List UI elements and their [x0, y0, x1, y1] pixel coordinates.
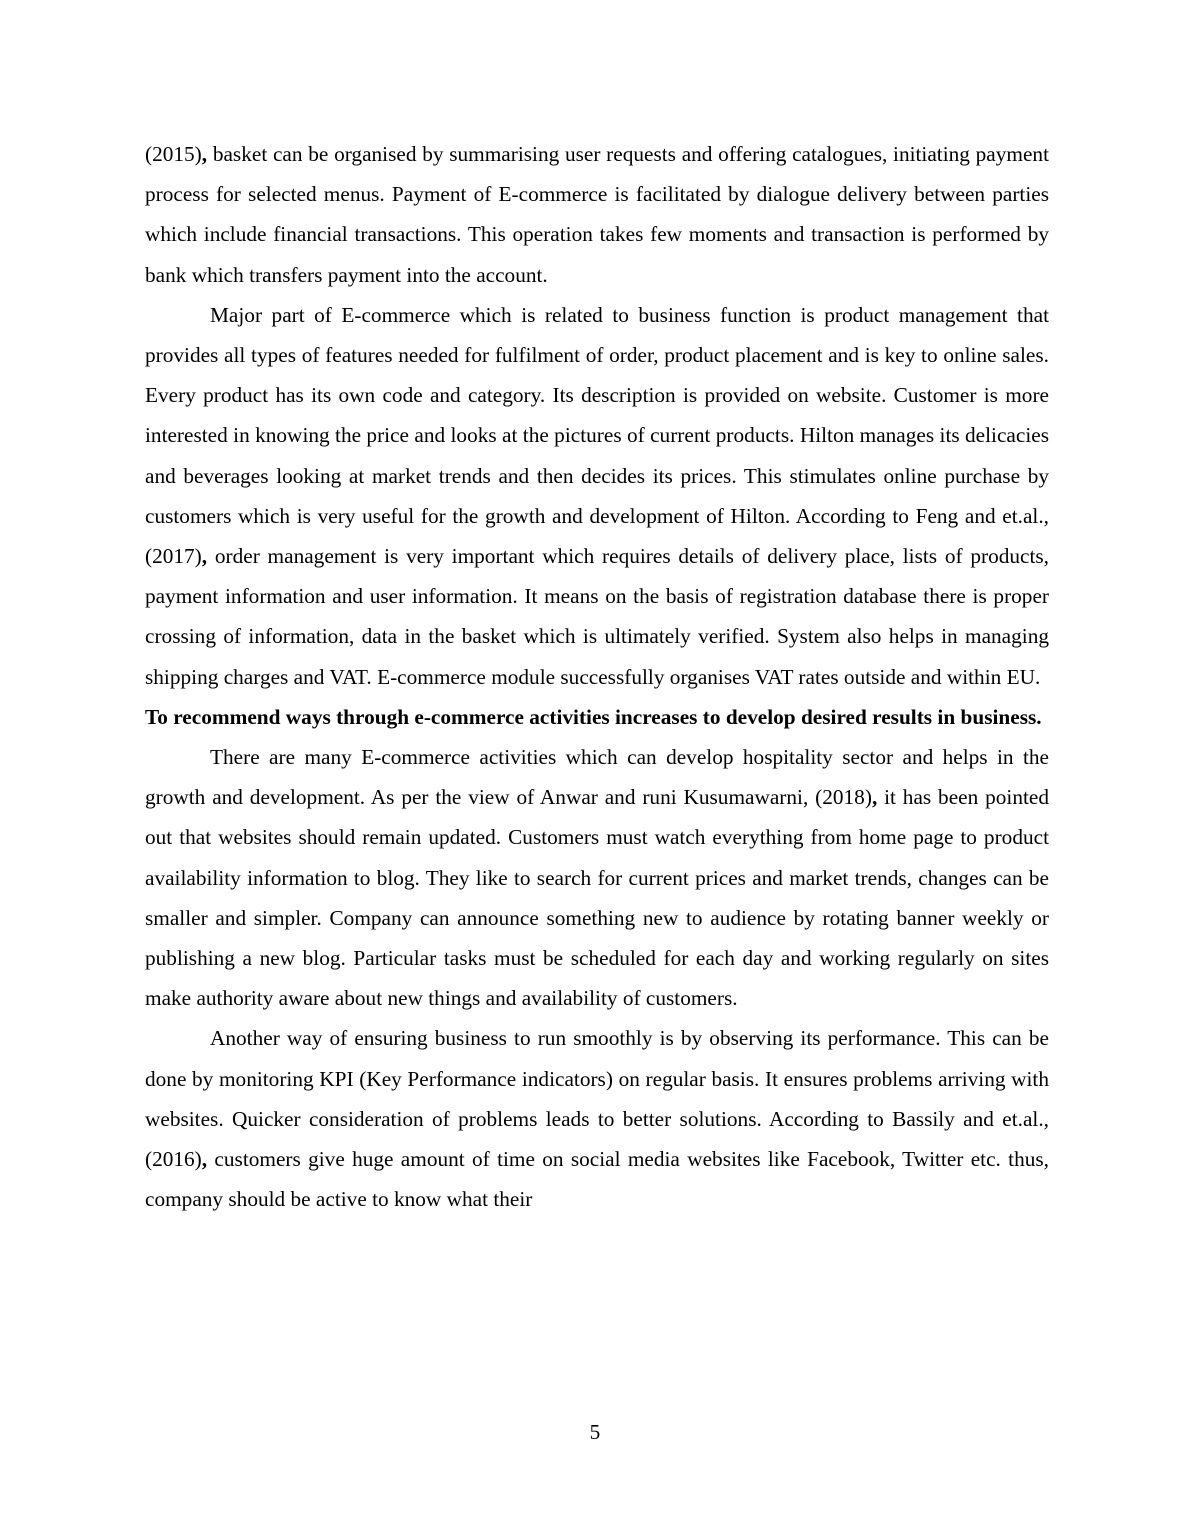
paragraph-4-text-end: customers give huge amount of time on social media websites like Facebook, Twitter etc. thus, company should be active to know what their [145, 1147, 1049, 1212]
paragraph-2-bold-comma: , [201, 544, 208, 569]
paragraph-1-bold-comma: , [201, 142, 208, 166]
paragraph-3-text-end: it has been pointed out that websites should remain updated. Customers must watch everything from home page to product availability information to blog. They like to search for current prices and market trends, changes can be smaller and simpler. Company can announce something new to audience by rotating banner weekly or publishing a new blog. Particular tasks must be scheduled for each day and working regularly on sites make authority aware about new things and availability of customers. [145, 785, 1049, 1011]
paragraph-2-text-end: order management is very important which requires details of delivery place, lists of products, payment information and user information. It means on the basis of registration database there is proper crossing of information, data in the basket which is ultimately verified. System also helps in managing shipping charges and VAT. E-commerce module successfully organises VAT rates outside and within EU. [145, 544, 1049, 689]
paragraph-3 [145, 737, 1049, 1018]
paragraph-1-text: basket can be organised by summarising user requests and offering catalogues, initiating payment process for selected menus. Payment of E-commerce is facilitated by dialogue delivery between parties which include financial transactions. This operation takes few moments and transaction is performed by bank which transfers payment into the account. [145, 142, 1049, 287]
paragraph-2 [145, 295, 1049, 697]
paragraph-2-text-start: Major part of E-commerce which is related to business function is product management that provides all types of features needed for fulfilment of order, product placement and is key to online sales. Every product has its own code and category. Its description is provided on website. Customer is more interested in knowing the price and looks at the pictures of current products. Hilton manages its delicacies and beverages looking at market trends and then decides its prices. This stimulates online purchase by customers which is very useful for the growth and development of Hilton. According to Feng and et.al., (2017) [145, 302, 1049, 569]
section-heading: To recommend ways through e-commerce activities increases to develop desired results in business. [145, 704, 1042, 729]
page-number: 5 [589, 1420, 601, 1444]
paragraph-3-text-start: There are many E-commerce activities which can develop hospitality sector and helps in the growth and development. As per the view of Anwar and runi Kusumawarni, (2018) [145, 745, 1049, 810]
paragraph-3-bold-comma: , [871, 785, 878, 810]
paragraph-4-bold-comma: , [201, 1147, 208, 1172]
paragraph-4 [145, 1018, 1049, 1219]
page-body [145, 134, 1049, 1219]
paragraph-1 [145, 134, 1049, 295]
paragraph-4-text-start: Another way of ensuring business to run smoothly is by observing its performance. This can be done by monitoring KPI (Key Performance indicators) on regular basis. It ensures problems arriving with websites. Quicker consideration of problems leads to better solutions. According to Bassily and et.al., (2016) [145, 1026, 1049, 1172]
paragraph-1-citation: (2015) [145, 142, 202, 166]
